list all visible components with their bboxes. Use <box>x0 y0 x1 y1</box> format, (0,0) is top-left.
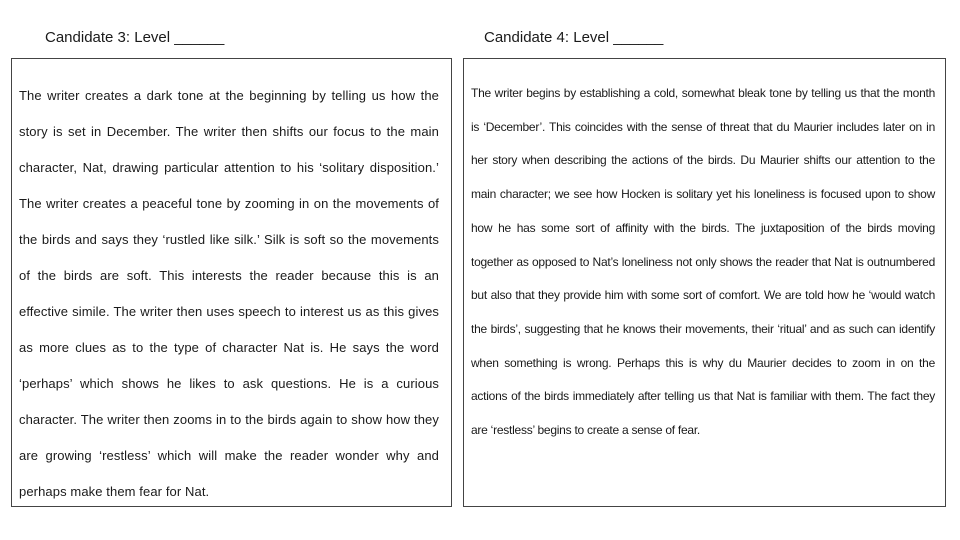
candidate-3-heading: Candidate 3: Level ______ <box>45 29 225 46</box>
candidate-4-heading: Candidate 4: Level ______ <box>484 29 664 46</box>
candidate-4-answer-text: The writer begins by establishing a cold, somewhat bleak tone by telling us that the month is ‘December’. This coincides with the sense of threat that du Maurier includes later on in her story when describing the actions of the birds. Du Maurier shifts our attention to the main character; we see how Hocken is solitary yet his loneliness is focused upon to show how he has some sort of affinity with the birds. The juxtaposition of the birds moving together as opposed to Nat’s loneliness not only shows the reader that Nat is outnumbered but also that they provide him with some sort of comfort. We are told how he ‘would watch the birds’, suggesting that he knows their movements, their ‘ritual’ and as such can identify when something is wrong. Perhaps this is why du Maurier decides to zoom in on the actions of the birds immediately after telling us that Nat is familiar with them. The fact they are ‘restless’ begins to create a sense of fear. <box>471 86 935 438</box>
candidate-3-answer-text: The writer creates a dark tone at the beginning by telling us how the story is set in December. The writer then shifts our focus to the main character, Nat, drawing particular attention to his ‘solitary disposition.’ The writer creates a peaceful tone by zooming in on the movements of the birds and says they ‘rustled like silk.’ Silk is soft so the movements of the birds are soft. This interests the reader because this is an effective simile. The writer then uses speech to interest us as this gives as more clues as to the type of character Nat is. He says the word ‘perhaps’ which shows he likes to ask questions. He is a curious character. The writer then zooms in to the birds again to show how they are growing ‘restless’ which will make the reader wonder why and perhaps make them fear for Nat. <box>19 88 439 499</box>
